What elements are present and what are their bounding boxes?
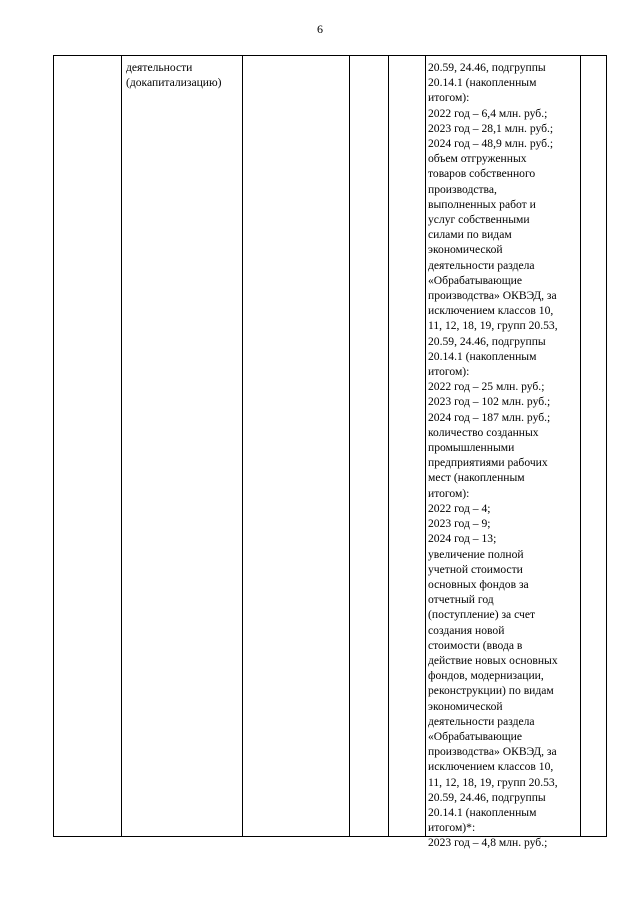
indicators-cell-text: 20.59, 24.46, подгруппы 20.14.1 (накопленным итогом): 2022 год – 6,4 млн. руб.; 2023 год – 28,1 млн. руб.; 2024 год – 48,9 млн. руб.; объем отгруженных товаров собственного производства, выполненных работ и услуг собственными силами по видам экономической деятельности раздела «Обрабатывающие производства» ОКВЭД, за исключением классов 10, 11, 12, 18, 19, групп 20.53, 20.59, 24.46, подгруппы 20.14.1 (накопленным итогом): 2022 год – 25 млн. руб.; 2023 год – 102 млн. руб.; 2024 год – 187 млн. руб.; количество созданных промышленными предприятиями рабочих мест (накопленным итогом): 2022 год – 4; 2023 год – 9; 2024 год – 13; увеличение полной учетной стоимости основных фондов за отчетный год (поступление) за счет создания новой стоимости (ввода в действие новых основных фондов, модернизации, реконструкции) по видам экономической деятельности раздела «Обрабатывающие производства» ОКВЭД, за исключением классов 10, 11, 12, 18, 19, групп 20.53, 20.59, 24.46, подгруппы 20.14.1 (накопленным итогом)*: 2023 год – 4,8 млн. руб.; — [428, 61, 558, 850]
column-divider-6 — [425, 55, 426, 837]
column-divider-7 — [580, 55, 581, 837]
document-table — [53, 55, 607, 850]
column-divider-8 — [606, 55, 607, 837]
column-divider-5 — [388, 55, 389, 837]
page-number: 6 — [317, 22, 323, 36]
table-top-border — [53, 55, 607, 56]
activity-cell-text: деятельности (докапитализацию) — [126, 61, 222, 90]
column-divider-1 — [53, 55, 54, 837]
column-divider-2 — [121, 55, 122, 837]
column-divider-3 — [242, 55, 243, 837]
column-divider-4 — [349, 55, 350, 837]
